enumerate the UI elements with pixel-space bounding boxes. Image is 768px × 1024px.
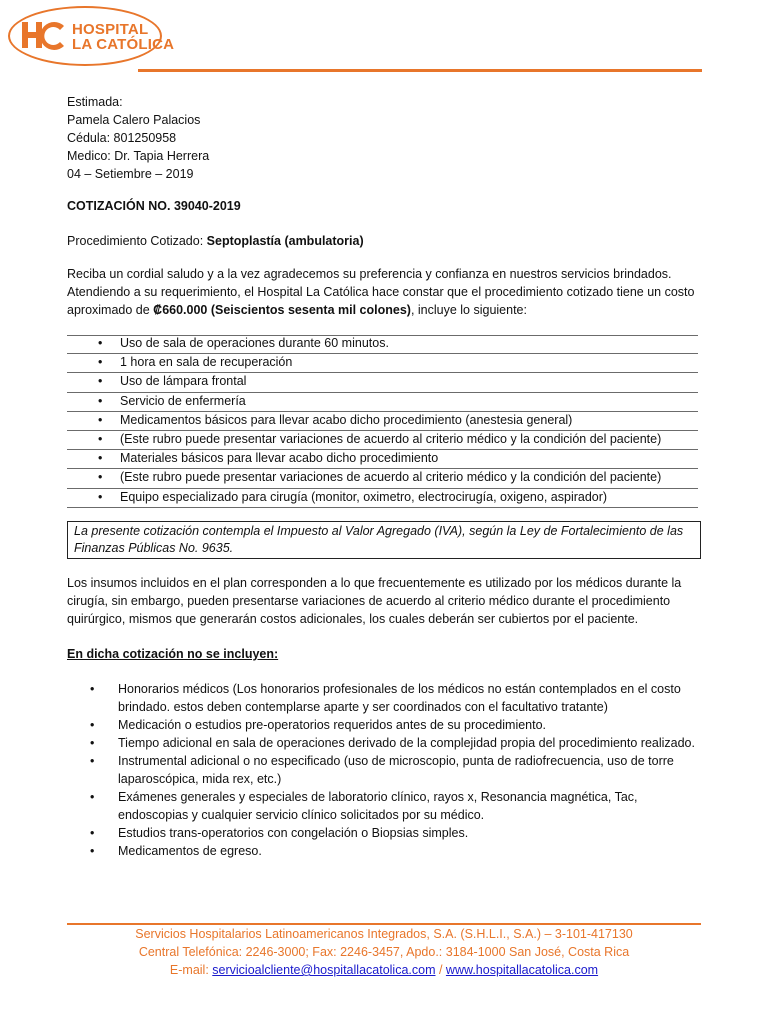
bullet-icon: • <box>98 470 103 485</box>
included-item-row <box>67 412 698 431</box>
bullet-icon: • <box>90 718 95 732</box>
excluded-item-line-2: brindado. estos deben contemplarse aparte y ser coordinados con el facultativo tratante) <box>118 700 608 714</box>
excluded-item <box>90 752 702 788</box>
included-item-row <box>67 373 698 392</box>
quote-number: COTIZACIÓN NO. 39040-2019 <box>67 199 241 213</box>
included-item-row <box>67 469 698 488</box>
logo-wordmark <box>72 22 174 52</box>
bullet-icon: • <box>90 826 95 840</box>
excluded-items-list <box>90 680 702 860</box>
intro-line-2: Atendiendo a su requerimiento, el Hospital La Católica hace constar que el procedimiento cotizado tiene un costo <box>67 285 695 299</box>
included-item-row <box>67 450 698 469</box>
excluded-item-line-1: Medicamentos de egreso. <box>118 844 262 858</box>
footer-links <box>0 961 768 979</box>
bullet-icon: • <box>90 682 95 696</box>
included-item-row <box>67 489 698 508</box>
excluded-item <box>90 680 702 716</box>
bullet-icon: • <box>90 736 95 750</box>
doctor-name: Medico: Dr. Tapia Herrera <box>67 149 210 163</box>
procedure-value: Septoplastía (ambulatoria) <box>206 234 364 248</box>
bullet-icon: • <box>98 336 103 350</box>
footer-contact: Central Telefónica: 2246-3000; Fax: 2246-3457, Apdo.: 3184-1000 San José, Costa Rica <box>138 945 630 959</box>
email-label: E-mail: <box>169 963 213 977</box>
addressee-block <box>67 93 209 183</box>
patient-cedula: Cédula: 801250958 <box>67 131 177 145</box>
included-item-text: Servicio de enfermería <box>120 393 246 408</box>
excluded-item-line-1: Exámenes generales y especiales de laboratorio clínico, rayos x, Resonancia magnética, Tac, <box>118 790 638 804</box>
footer-company: Servicios Hospitalarios Latinoamericanos Integrados, S.A. (S.H.L.I., S.A.) – 3-101-417130 <box>135 927 633 941</box>
procedure-line <box>67 232 364 250</box>
email-link[interactable]: servicioalcliente@hospitallacatolica.com <box>212 963 436 977</box>
bullet-icon: • <box>98 431 103 446</box>
intro-paragraph <box>67 265 694 319</box>
footer-separator: / <box>435 963 446 977</box>
bullet-icon: • <box>98 451 103 466</box>
procedure-label: Procedimiento Cotizado: <box>67 234 207 248</box>
excluded-item <box>90 824 702 842</box>
included-item-text: (Este rubro puede presentar variaciones de acuerdo al criterio médico y la condición del paciente) <box>120 470 662 485</box>
included-item-text: Medicamentos básicos para llevar acabo dicho procedimiento (anestesia general) <box>120 412 573 427</box>
excluded-item <box>90 716 702 734</box>
quoted-amount: ₡660.000 (Seiscientos sesenta mil colones) <box>153 303 411 317</box>
included-item-text: Equipo especializado para cirugía (monitor, oximetro, electrocirugía, oxigeno, aspirador) <box>120 489 608 504</box>
included-item-text: (Este rubro puede presentar variaciones de acuerdo al criterio médico y la condición del paciente) <box>120 431 662 446</box>
included-item-text: Materiales básicos para llevar acabo dicho procedimiento <box>120 451 439 466</box>
bullet-icon: • <box>90 790 95 804</box>
included-item-row <box>67 354 698 373</box>
website-link[interactable]: www.hospitallacatolica.com <box>445 963 599 977</box>
included-item-row <box>67 393 698 412</box>
intro-line-3 <box>67 301 694 319</box>
insumos-paragraph <box>67 574 681 628</box>
intro-line-1: Reciba un cordial saludo y a la vez agradecemos su preferencia y confianza en nuestros servicios brindados. <box>67 267 672 281</box>
included-item-row <box>67 335 698 354</box>
excluded-item-line-1: Instrumental adicional o no especificado (uso de microscopio, punta de radiofrecuencia, uso de torre <box>118 754 674 768</box>
bullet-icon: • <box>98 355 103 370</box>
bullet-icon: • <box>98 489 103 504</box>
intro-line-3-post: , incluye lo siguiente: <box>410 303 527 317</box>
excluded-item-line-2: laparoscópica, mida rex, etc.) <box>118 772 282 786</box>
insumos-line-2: cirugía, sin embargo, pueden presentarse variaciones de acuerdo al criterio médico durante el procedimiento <box>67 594 671 608</box>
bullet-icon: • <box>90 754 95 768</box>
excluded-item <box>90 734 702 752</box>
bullet-icon: • <box>98 393 103 408</box>
patient-name: Pamela Calero Palacios <box>67 113 201 127</box>
logo-line2: LA CATÓLICA <box>72 36 175 53</box>
excluded-item-line-1: Tiempo adicional en sala de operaciones derivado de la complejidad propia del procedimiento realizado. <box>118 736 695 750</box>
included-item-text: Uso de sala de operaciones durante 60 minutos. <box>120 336 389 350</box>
iva-note-line-2: Finanzas Públicas No. 9635. <box>74 541 234 555</box>
intro-line-3-pre: aproximado de <box>67 303 154 317</box>
quote-date: 04 – Setiembre – 2019 <box>67 167 194 181</box>
greeting: Estimada: <box>67 95 123 109</box>
included-items-table <box>67 335 698 508</box>
header-divider <box>138 69 702 72</box>
insumos-line-1: Los insumos incluidos en el plan corresponden a lo que frecuentemente es utilizado por los médicos durante la <box>67 576 682 590</box>
bullet-icon: • <box>98 374 103 389</box>
excluded-item-line-1: Estudios trans-operatorios con congelación o Biopsias simples. <box>118 826 469 840</box>
insumos-line-3: quirúrgico, mismos que generarán costos adicionales, los cuales deberán ser cubiertos por el paciente. <box>67 612 639 626</box>
excluded-item <box>90 788 702 824</box>
included-item-row <box>67 431 698 450</box>
bullet-icon: • <box>90 844 95 858</box>
included-item-text: Uso de lámpara frontal <box>120 374 247 389</box>
iva-note-line-1: La presente cotización contempla el Impuesto al Valor Agregado (IVA), según la Ley de Fortalecimiento de las <box>74 524 684 538</box>
logo-line1: HOSPITAL <box>72 21 149 38</box>
included-item-text: 1 hora en sala de recuperación <box>120 355 293 370</box>
excluded-title: En dicha cotización no se incluyen: <box>67 647 279 661</box>
excluded-item-line-2: endoscopias y cualquier servicio clínico solicitados por su médico. <box>118 808 485 822</box>
excluded-item-line-1: Honorarios médicos (Los honorarios profesionales de los médicos no están contemplados en el costo <box>118 682 681 696</box>
bullet-icon: • <box>98 412 103 427</box>
iva-note-box <box>67 521 701 559</box>
excluded-item <box>90 842 702 860</box>
excluded-item-line-1: Medicación o estudios pre-operatorios requeridos antes de su procedimiento. <box>118 718 547 732</box>
hospital-logo-icon <box>18 16 68 56</box>
